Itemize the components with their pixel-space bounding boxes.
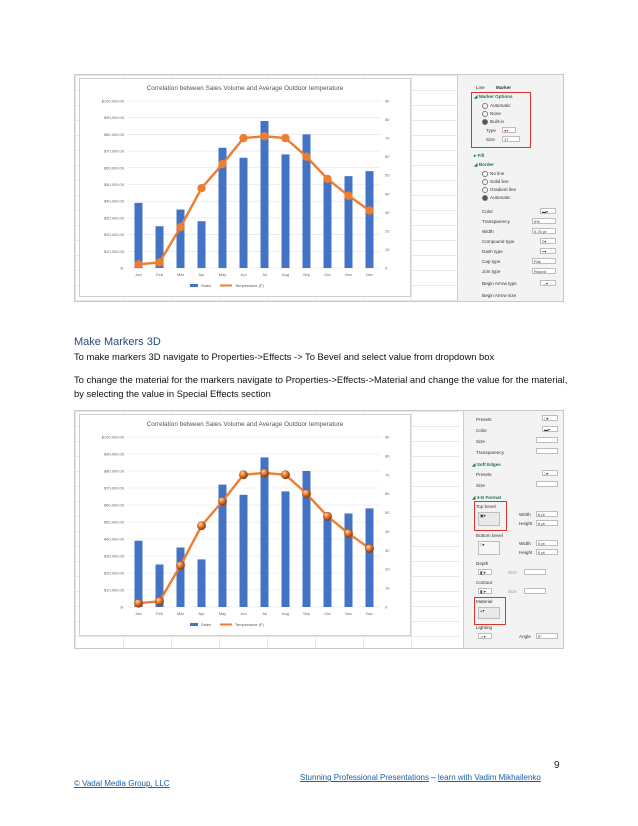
y-right-tick-label: 10	[385, 246, 390, 252]
angle-label: Angle	[519, 634, 531, 639]
y-left-tick-label: $10,000.00	[103, 587, 124, 593]
tab-line[interactable]: Line	[476, 85, 485, 90]
tab-marker[interactable]: Marker	[496, 85, 512, 90]
y-right-tick-label: 30	[385, 209, 390, 215]
x-tick-label: Jul	[261, 611, 268, 616]
x-tick-label: Dec	[365, 611, 374, 616]
radio-icon	[482, 187, 488, 193]
bar-sales	[135, 541, 143, 607]
footer-dash: –	[428, 773, 438, 782]
y-right-tick-label: 70	[385, 135, 390, 141]
contour-label: Contour	[476, 580, 493, 585]
bar-sales	[240, 495, 248, 607]
section-heading: Make Markers 3D	[74, 336, 161, 348]
contour-size-label: Size	[508, 589, 517, 594]
bar-sales	[177, 548, 185, 608]
section-border[interactable]: ◢ Border	[474, 162, 494, 167]
screenshot-marker-options	[74, 74, 564, 302]
dash-type-dropdown[interactable]: ┅▾	[540, 248, 556, 254]
y-left-tick-label: $80,000.00	[103, 131, 124, 137]
height-label: Height	[519, 521, 533, 526]
y-right-tick-label: 40	[385, 191, 390, 197]
y-left-tick-label: $20,000.00	[103, 570, 124, 576]
y-left-tick-label: $40,000.00	[103, 198, 124, 204]
x-tick-label: Aug	[281, 611, 290, 616]
presentations-link[interactable]: Stunning Professional Presentations	[300, 773, 429, 782]
begin-arrow-type-label: Begin Arrow type	[482, 281, 517, 286]
bar-sales	[345, 176, 353, 268]
radio-gradient-line[interactable]: Gradient line	[482, 187, 516, 193]
depth-color[interactable]: ◧▾	[478, 569, 492, 575]
section-soft-edges[interactable]: ◢ Soft Edges	[472, 462, 501, 467]
size2-label: Size	[476, 483, 485, 488]
line-temperature	[139, 136, 370, 264]
x-tick-label: Apr	[198, 272, 205, 277]
x-tick-label: Apr	[198, 611, 205, 616]
bar-sales	[282, 154, 290, 268]
y-right-tick-label: 30	[385, 547, 390, 553]
bar-sales	[261, 457, 269, 607]
top-bevel-label: Top bevel	[476, 504, 496, 509]
legend-label-temperature: Temperature (F)	[235, 283, 264, 288]
marker-temperature	[302, 152, 310, 160]
marker-temperature	[365, 544, 373, 552]
x-tick-label: Sep	[302, 611, 311, 616]
x-tick-label: Feb	[156, 272, 163, 277]
chart-title: Correlation between Sales Volume and Average Outdoor temperature	[146, 85, 344, 92]
marker-temperature	[218, 497, 226, 505]
learn-link[interactable]: learn with Vadim Mikhailenko	[437, 773, 541, 782]
width-label: Width	[519, 512, 531, 517]
highlight-top-bevel	[474, 501, 507, 531]
x-tick-label: Mar	[177, 272, 184, 277]
y-right-tick-label: 90	[385, 434, 390, 440]
y-right-tick-label: 90	[385, 98, 390, 104]
bar-sales	[198, 559, 206, 607]
section-fill[interactable]: ▸ Fill	[474, 153, 485, 158]
x-tick-label: Dec	[365, 272, 374, 277]
y-left-tick-label: $100,000.00	[101, 98, 124, 104]
presets-label: Presets	[476, 417, 492, 422]
y-left-tick-label: $30,000.00	[103, 553, 124, 559]
x-tick-label: May	[218, 611, 227, 616]
bar-sales	[261, 121, 269, 268]
contour-size-input[interactable]	[524, 588, 546, 594]
x-tick-label: Jun	[240, 272, 247, 277]
angle-input[interactable]: 0°	[536, 633, 558, 639]
presets2-label: Presets	[476, 472, 492, 477]
depth-size-input[interactable]	[524, 569, 546, 575]
radio-builtin[interactable]: Built-in	[482, 119, 504, 125]
bar-sales	[345, 514, 353, 608]
line-temperature	[139, 473, 370, 603]
radio-icon	[482, 179, 488, 185]
legend-label-temperature: Temperature (F)	[235, 622, 264, 627]
depth-size-label: Size	[508, 570, 517, 575]
radio-automatic[interactable]: Automatic	[482, 103, 510, 109]
radio-solid-line[interactable]: Solid line	[482, 179, 509, 185]
marker-temperature	[260, 132, 268, 140]
top-bevel-dropdown[interactable]: ▣▾	[478, 512, 500, 526]
lighting-label: Lighting	[476, 625, 493, 630]
x-tick-label: Feb	[156, 611, 163, 616]
combo-chart-1	[80, 79, 410, 296]
y-right-tick-label: 0	[385, 604, 388, 610]
marker-temperature	[302, 489, 310, 497]
bar-sales	[177, 210, 185, 268]
bar-sales	[366, 171, 374, 268]
x-tick-label: Jun	[240, 611, 247, 616]
marker-temperature	[344, 529, 352, 537]
join-type-dropdown[interactable]: Round	[532, 268, 556, 274]
bar-sales	[135, 203, 143, 268]
compound-type-label: Compound type	[482, 239, 515, 244]
marker-temperature	[155, 597, 163, 605]
color-picker[interactable]: ▬▾	[542, 426, 558, 432]
bar-sales	[324, 517, 332, 607]
radio-icon	[482, 195, 488, 201]
section-3d-format[interactable]: ◢ 3-D Format	[472, 495, 502, 500]
marker-temperature	[260, 469, 268, 477]
lighting-dropdown[interactable]: ☼▾	[478, 633, 492, 639]
y-right-tick-label: 50	[385, 510, 390, 516]
dash-type-label: Dash type	[482, 249, 503, 254]
y-left-tick-label: $90,000.00	[103, 115, 124, 121]
y-left-tick-label: $30,000.00	[103, 215, 124, 221]
copyright-link[interactable]: © Vadal Media Group, LLC	[74, 779, 170, 788]
presets-dropdown[interactable]: □▾	[542, 415, 558, 421]
type-dropdown[interactable]: ●▾	[502, 127, 516, 133]
format-pane-effects	[463, 411, 564, 648]
chart-area[interactable]	[79, 78, 411, 297]
x-tick-label: May	[218, 272, 227, 277]
y-right-tick-label: 20	[385, 566, 390, 572]
width-label: Width	[482, 229, 494, 234]
y-left-tick-label: $80,000.00	[103, 468, 124, 474]
y-right-tick-label: 10	[385, 585, 390, 591]
screenshot-3d-format	[74, 410, 564, 649]
highlight-marker-options	[471, 92, 531, 148]
y-right-tick-label: 80	[385, 453, 390, 459]
legend-swatch-sales	[190, 284, 198, 287]
marker-temperature	[323, 512, 331, 520]
radio-none[interactable]: None	[482, 111, 501, 117]
y-left-tick-label: $40,000.00	[103, 536, 124, 542]
cap-type-dropdown[interactable]: Flat	[532, 258, 556, 264]
legend-label-sales: Sales	[201, 283, 212, 288]
top-height-input[interactable]: 6 pt	[536, 520, 558, 526]
y-left-tick-label: $60,000.00	[103, 502, 124, 508]
size-input[interactable]: 17	[502, 136, 520, 142]
width2-label: Width	[519, 541, 531, 546]
y-left-tick-label: $-	[120, 265, 124, 271]
y-left-tick-label: $90,000.00	[103, 451, 124, 457]
y-right-tick-label: 60	[385, 491, 390, 497]
soft-edges-size[interactable]	[536, 481, 558, 487]
bar-sales	[198, 221, 206, 268]
compound-type-dropdown[interactable]: ≡▾	[540, 238, 556, 244]
bottom-bevel-dropdown[interactable]: □▾	[478, 541, 500, 555]
marker-temperature	[281, 134, 289, 142]
x-tick-label: Jan	[135, 272, 142, 277]
join-type-label: Join type	[482, 269, 501, 274]
contour-color[interactable]: ◧▾	[478, 588, 492, 594]
marker-temperature	[323, 175, 331, 183]
type-label: Type	[486, 128, 496, 133]
legend-label-sales: Sales	[201, 622, 212, 627]
color-label: Color	[482, 209, 493, 214]
bottom-bevel-label: Bottom bevel	[476, 533, 503, 538]
cap-type-label: Cap type	[482, 259, 501, 264]
marker-temperature	[176, 561, 184, 569]
y-left-tick-label: $50,000.00	[103, 182, 124, 187]
paragraph-material: To change the material for the markers navigate to Properties->Effects->Material and change the value for the material, by selecting the value in Special Effects section	[74, 374, 568, 399]
x-tick-label: Mar	[177, 611, 184, 616]
marker-temperature	[281, 471, 289, 479]
y-right-tick-label: 80	[385, 117, 390, 123]
y-left-tick-label: $70,000.00	[103, 485, 124, 491]
y-right-tick-label: 60	[385, 154, 390, 160]
marker-temperature	[218, 160, 226, 168]
highlight-material	[474, 597, 506, 625]
section-marker-options[interactable]: ◢ Marker Options	[474, 94, 513, 99]
legend-swatch-sales	[190, 623, 198, 626]
y-left-tick-label: $50,000.00	[103, 519, 124, 525]
transparency-input[interactable]	[536, 448, 558, 454]
soft-edges-presets[interactable]: □▾	[542, 470, 558, 476]
bar-sales	[282, 491, 290, 607]
depth-label: Depth	[476, 561, 489, 566]
y-right-tick-label: 70	[385, 472, 390, 478]
size-label: Size	[486, 137, 495, 142]
marker-temperature	[197, 184, 205, 192]
marker-temperature	[176, 223, 184, 231]
x-tick-label: Nov	[344, 611, 353, 616]
x-tick-label: Sep	[302, 272, 311, 277]
y-left-tick-label: $-	[120, 604, 124, 610]
radio-automatic-border[interactable]: Automatic	[482, 195, 510, 201]
y-left-tick-label: $60,000.00	[103, 165, 124, 171]
y-left-tick-label: $100,000.00	[101, 434, 124, 440]
begin-arrow-type-dropdown[interactable]: →▾	[540, 280, 556, 286]
bottom-width-input[interactable]: 0 pt	[536, 540, 558, 546]
marker-temperature	[155, 258, 163, 266]
y-right-tick-label: 0	[385, 265, 388, 271]
size-label: Size	[476, 439, 485, 444]
y-right-tick-label: 40	[385, 528, 390, 534]
marker-temperature	[134, 599, 142, 607]
footer-copyright[interactable]	[74, 773, 170, 791]
material-label: Material	[476, 599, 493, 604]
marker-temperature	[239, 134, 247, 142]
chart-area[interactable]	[79, 414, 411, 636]
marker-temperature	[365, 206, 373, 214]
x-tick-label: Oct	[324, 272, 331, 277]
page-number: 9	[554, 760, 560, 771]
y-right-tick-label: 50	[385, 172, 390, 178]
paragraph-bevel: To make markers 3D navigate to Properties->Effects -> To Bevel and select value from dropdown box	[74, 351, 495, 362]
transparency-label: Transparency	[476, 450, 504, 455]
x-tick-label: Jul	[261, 272, 268, 277]
bottom-height-input[interactable]: 0 pt	[536, 549, 558, 555]
top-width-input[interactable]: 6 pt	[536, 511, 558, 517]
marker-temperature	[344, 191, 352, 199]
x-tick-label: Jan	[135, 611, 142, 616]
bar-sales	[366, 508, 374, 607]
radio-icon	[482, 171, 488, 177]
x-tick-label: Oct	[324, 611, 331, 616]
bar-sales	[324, 179, 332, 268]
footer-links	[300, 773, 541, 782]
y-left-tick-label: $70,000.00	[103, 148, 124, 154]
x-tick-label: Nov	[344, 272, 353, 277]
begin-arrow-size-label: Begin Arrow size	[482, 293, 517, 298]
transparency-label: Transparency	[482, 219, 510, 224]
y-left-tick-label: $20,000.00	[103, 232, 124, 238]
height2-label: Height	[519, 550, 533, 555]
transparency-input[interactable]: 0%	[532, 218, 556, 224]
width-input[interactable]: 0.75 pt	[532, 228, 556, 234]
y-right-tick-label: 20	[385, 228, 390, 234]
x-tick-label: Aug	[281, 272, 290, 277]
marker-temperature	[197, 522, 205, 530]
format-pane-marker	[457, 75, 564, 301]
material-dropdown[interactable]: ◒▾	[478, 607, 500, 619]
combo-chart-2	[80, 415, 410, 635]
color-picker[interactable]: ▬▾	[540, 208, 556, 214]
bar-sales	[240, 158, 248, 268]
marker-temperature	[239, 471, 247, 479]
color-label: Color	[476, 428, 487, 433]
y-left-tick-label: $10,000.00	[103, 248, 124, 254]
chart-title: Correlation between Sales Volume and Average Outdoor temperature	[146, 421, 344, 428]
radio-no-line[interactable]: No line	[482, 171, 504, 177]
size-input[interactable]	[536, 437, 558, 443]
marker-temperature	[134, 260, 142, 268]
